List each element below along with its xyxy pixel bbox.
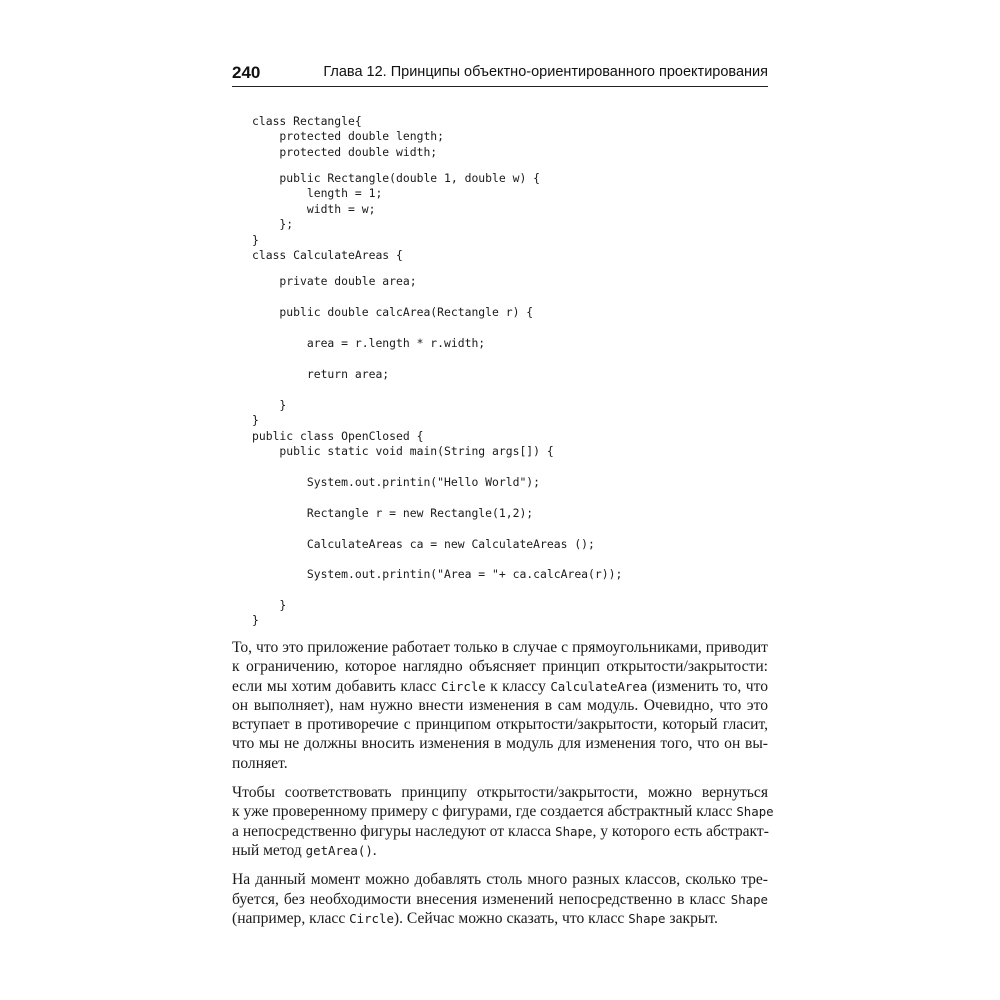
text-line: На данный момент можно добавлять столь много разных классов, сколько тре-	[232, 871, 768, 889]
inline-code: CalculateArea	[550, 678, 648, 694]
text-span: (например, класс	[232, 909, 350, 927]
text-span: а непосредственно фигуры наследуют от класса	[232, 822, 556, 840]
text-span: ). Сейчас можно сказать, что класс	[393, 909, 629, 927]
text-span: .	[372, 841, 377, 859]
code-line: private double area;	[252, 274, 417, 288]
code-line: }	[252, 413, 259, 427]
chapter-title: Глава 12. Принципы объектно-ориентированного проектирования	[323, 64, 768, 80]
code-line: area = r.length * r.width;	[252, 336, 486, 350]
text-line	[232, 909, 768, 928]
code-line: System.out.printin("Hello World");	[252, 475, 541, 489]
paragraph	[232, 638, 768, 773]
code-line: System.out.printin("Area = "+ ca.calcArea(r));	[252, 567, 623, 581]
inline-code: Shape	[730, 891, 768, 907]
text-line: То, что это приложение работает только в случае с прямоугольниками, приводит	[232, 639, 768, 656]
code-line: length = 1;	[252, 186, 383, 200]
page-number: 240	[232, 63, 261, 82]
code-line: protected double length;	[252, 129, 445, 143]
inline-code: getArea()	[305, 842, 373, 858]
text-line: он выполняет), нам нужно внести изменения в сам модуль. Очевидно, что это	[232, 696, 768, 714]
text-span: буется, без необходимости внесения изменений непосредственно в класс	[232, 890, 731, 908]
code-line: class Rectangle{	[252, 114, 362, 128]
code-line: }	[252, 598, 287, 612]
book-page	[232, 0, 774, 1000]
code-line: protected double width;	[252, 145, 438, 159]
inline-code: Shape	[628, 910, 666, 926]
text-line: полняет.	[232, 754, 288, 772]
text-line: Чтобы соответствовать принципу открытости/закрытости, можно вернуться	[232, 784, 768, 802]
text-line	[232, 677, 768, 696]
code-line: public static void main(String args[]) {	[252, 444, 554, 458]
text-line	[232, 802, 774, 821]
code-line: };	[252, 217, 294, 231]
paragraph	[232, 870, 768, 928]
code-line: }	[252, 233, 259, 247]
inline-code: Shape	[736, 804, 774, 820]
text-span: (изменить то, что	[647, 677, 768, 695]
inline-code: Circle	[349, 910, 394, 926]
body-text	[232, 638, 774, 938]
code-line: class CalculateAreas {	[252, 248, 403, 262]
text-line	[232, 890, 768, 909]
inline-code: Circle	[440, 678, 486, 694]
code-line: width = w;	[252, 202, 376, 216]
text-line: что мы не должны вносить изменения в модуль для изменения того, что он вы-	[232, 735, 768, 753]
text-line	[232, 841, 768, 860]
code-line: }	[252, 398, 287, 412]
text-span: закрыт.	[665, 909, 718, 927]
text-span: к классу	[485, 677, 551, 695]
text-span: к уже проверенному примеру с фигурами, где создается абстрактный класс	[232, 803, 737, 821]
code-line: Rectangle r = new Rectangle(1,2);	[252, 506, 534, 520]
running-header	[232, 62, 768, 87]
code-line: return area;	[252, 367, 390, 381]
code-line: }	[252, 613, 259, 627]
text-span: если мы хотим добавить класс	[232, 677, 441, 695]
code-line: public Rectangle(double 1, double w) {	[252, 171, 541, 185]
inline-code: Shape	[555, 823, 593, 839]
code-line: public double calcArea(Rectangle r) {	[252, 305, 534, 319]
text-span: , у которого есть абстракт-	[592, 822, 769, 840]
paragraph	[232, 783, 774, 860]
text-line: к ограничению, которое наглядно объясняет принцип открытости/закрытости:	[232, 658, 768, 676]
text-line: вступает в противоречие с принципом открытости/закрытости, который гласит,	[232, 716, 768, 734]
text-line	[232, 822, 768, 841]
code-line: public class OpenClosed {	[252, 429, 424, 443]
text-span: ный метод	[232, 841, 306, 859]
code-line: CalculateAreas ca = new CalculateAreas ();	[252, 537, 595, 551]
